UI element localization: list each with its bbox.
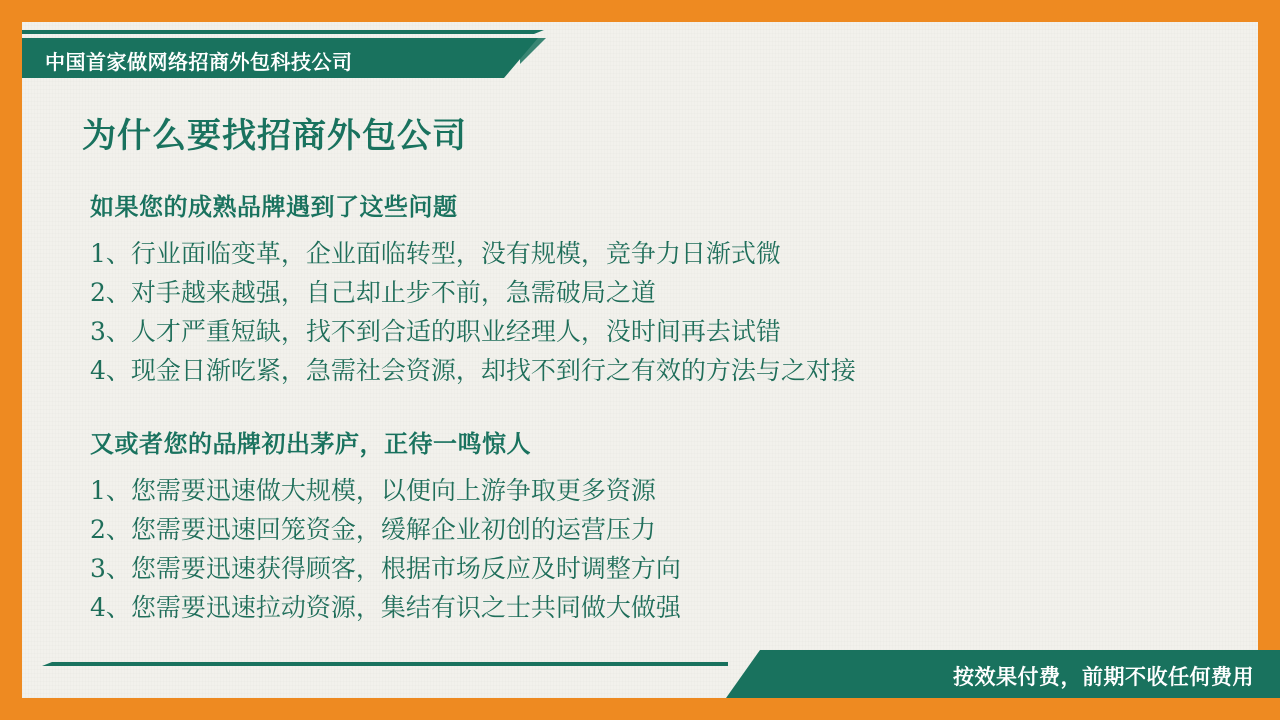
bottom-bar-notch <box>726 650 760 698</box>
section-heading-2: 又或者您的品牌初出茅庐，正待一鸣惊人 <box>90 431 531 458</box>
list-item: 2、您需要迅速回笼资金，缓解企业初创的运营压力 <box>90 515 656 544</box>
list-item: 1、行业面临变革，企业面临转型，没有规模，竞争力日渐式微 <box>90 239 781 268</box>
top-banner <box>22 38 504 78</box>
top-banner-notch-small <box>520 38 546 64</box>
section-heading-1: 如果您的成熟品牌遇到了这些问题 <box>90 194 458 221</box>
list-item: 2、对手越来越强，自己却止步不前，急需破局之道 <box>90 278 656 307</box>
list-item: 1、您需要迅速做大规模，以便向上游争取更多资源 <box>90 476 656 505</box>
bottom-accent-line-head <box>42 662 52 666</box>
bottom-accent-line <box>52 662 728 666</box>
section-spacer <box>60 390 1240 424</box>
top-accent-line-tail <box>534 30 544 34</box>
section-list-2 <box>90 471 1240 627</box>
bottom-bar-text: 按效果付费，前期不收任何费用 <box>953 666 1254 689</box>
list-item: 4、您需要迅速拉动资源，集结有识之士共同做大做强 <box>90 593 681 622</box>
bottom-bar <box>760 650 1280 698</box>
top-banner-text: 中国首家做网络招商外包科技公司 <box>45 52 353 74</box>
list-item: 3、您需要迅速获得顾客，根据市场反应及时调整方向 <box>90 554 681 583</box>
list-item: 4、现金日渐吃紧，急需社会资源，却找不到行之有效的方法与之对接 <box>90 356 856 385</box>
slide-content <box>60 108 1240 627</box>
top-accent-line <box>22 30 534 34</box>
section-list-1 <box>90 234 1240 390</box>
list-item: 3、人才严重短缺，找不到合适的职业经理人，没时间再去试错 <box>90 317 781 346</box>
page-title: 为什么要找招商外包公司 <box>82 117 467 155</box>
